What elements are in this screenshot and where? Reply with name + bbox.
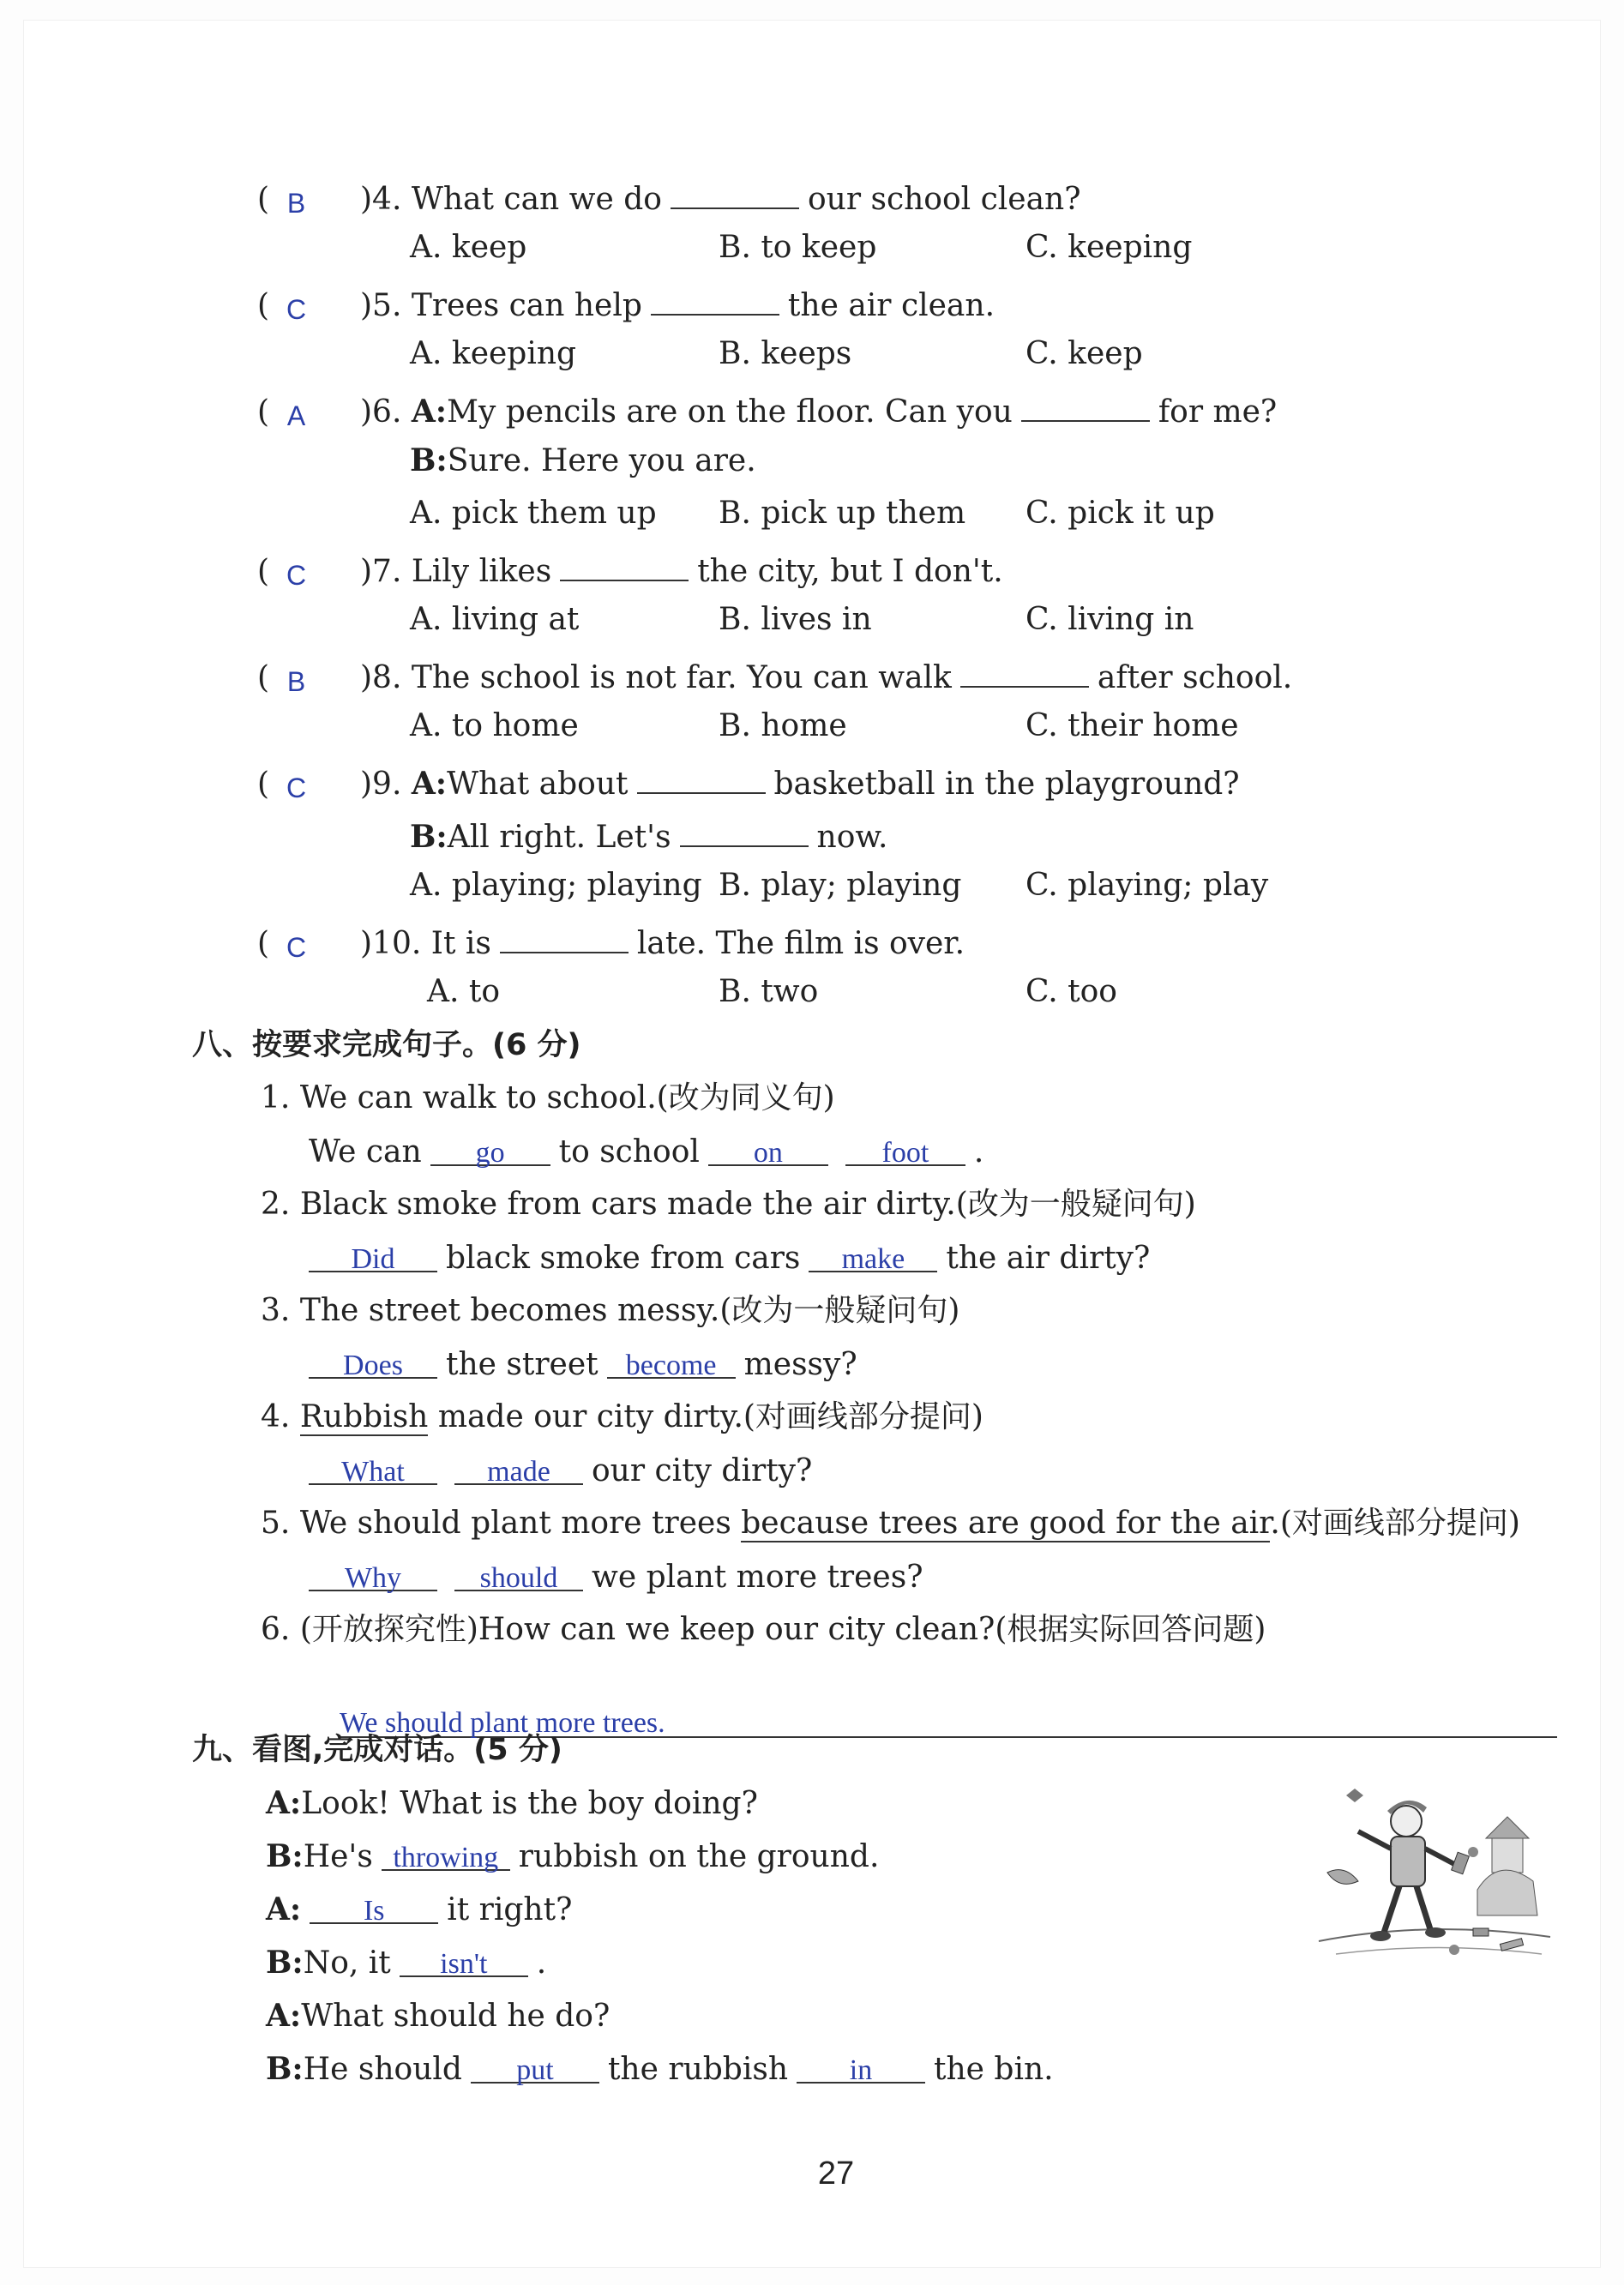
blank[interactable] [960, 653, 1089, 688]
answer-letter: A [286, 400, 306, 431]
blank[interactable] [1021, 388, 1150, 422]
blank[interactable] [651, 281, 779, 316]
answer-blank[interactable]: foot [845, 1132, 965, 1166]
option-c: C. playing; play [1026, 868, 1269, 903]
underlined-word: Rubbish [299, 1399, 429, 1434]
option-a: A. playing; playing [410, 868, 702, 903]
answer-blank[interactable]: throwing [382, 1837, 510, 1871]
boy-throwing-rubbish-illustration [1302, 1770, 1559, 1993]
underlined-phrase: because trees are good for the air [741, 1506, 1271, 1541]
blank[interactable] [560, 547, 689, 581]
option-b: B. keeps [719, 336, 852, 371]
question-9: ( C )9. A:What about basketball in the playground? [257, 760, 1240, 804]
section-9-title: 九、看图,完成对话。(5 分) [192, 1733, 562, 1767]
option-c: C. keeping [1026, 230, 1193, 265]
answer-letter: C [286, 773, 307, 803]
s8-q5-answer: Why should we plant more trees? [300, 1557, 923, 1597]
question-4: ( B )4. What can we do our school clean? [257, 175, 1081, 219]
s8-q4-answer: What made our city dirty? [300, 1451, 812, 1491]
option-a: A. keep [410, 230, 527, 265]
worksheet [24, 21, 1600, 2267]
question-5: ( C )5. Trees can help the air clean. [257, 281, 995, 326]
option-c: C. too [1026, 974, 1117, 1009]
answer-letter: C [286, 932, 307, 963]
answer-letter: C [286, 294, 307, 325]
answer-blank[interactable]: Did [309, 1238, 437, 1272]
answer-letter: B [286, 666, 306, 697]
answer-blank[interactable]: in [797, 2049, 925, 2084]
answer-letter: B [286, 188, 306, 219]
s8-q1: 1. We can walk to school.(改为同义句) [261, 1080, 835, 1115]
s8-q3-answer: Does the street become messy? [300, 1344, 857, 1385]
dialog-line-4: B:No, it isn't . [266, 1945, 547, 1981]
section-8-title: 八、按要求完成句子。(6 分) [192, 1028, 581, 1062]
option-b: B. home [719, 708, 847, 743]
option-a: A. living at [410, 602, 580, 637]
answer-blank[interactable]: put [471, 2049, 599, 2084]
option-b: B. pick up them [719, 496, 966, 531]
answer-blank[interactable]: made [454, 1451, 583, 1485]
s8-q5: 5. We should plant more trees because trees are good for the air.(对画线部分提问) [261, 1506, 1520, 1541]
question-10: ( C )10. It is late. The film is over. [257, 919, 965, 964]
blank[interactable] [680, 813, 809, 847]
s8-q3: 3. The street becomes messy.(改为一般疑问句) [261, 1293, 960, 1328]
option-c: C. their home [1026, 708, 1239, 743]
answer-blank[interactable]: What [309, 1451, 437, 1485]
answer-blank[interactable]: make [809, 1238, 937, 1272]
question-7: ( C )7. Lily likes the city, but I don't. [257, 547, 1003, 592]
s8-q6: 6. (开放探究性)How can we keep our city clean?(根据实际回答问题) [261, 1612, 1266, 1647]
blank[interactable] [500, 919, 629, 953]
answer-blank[interactable]: go [430, 1132, 550, 1166]
question-8: ( B )8. The school is not far. You can walk after school. [257, 653, 1292, 698]
option-b: B. to keep [719, 230, 877, 265]
option-a: A. keeping [410, 336, 577, 371]
dialog-line-3: A: Is it right? [266, 1891, 573, 1927]
answer-blank[interactable]: isn't [400, 1943, 528, 1977]
s8-q1-answer: We can go to school on foot . [309, 1132, 983, 1172]
answer-blank[interactable]: should [454, 1557, 583, 1591]
option-b: B. play; playing [719, 868, 962, 903]
option-a: A. pick them up [410, 496, 657, 531]
question-6-reply: B:Sure. Here you are. [410, 442, 756, 478]
answer-blank[interactable]: become [607, 1344, 736, 1379]
option-c: C. pick it up [1026, 496, 1215, 531]
option-c: C. keep [1026, 336, 1143, 371]
option-b: B. two [719, 974, 819, 1009]
question-6: ( A )6. A:My pencils are on the floor. Can you for me? [257, 388, 1277, 432]
page-number: 27 [817, 2156, 855, 2192]
answer-blank[interactable]: Is [310, 1890, 438, 1924]
s8-q2-answer: Did black smoke from cars make the air dirty? [300, 1238, 1150, 1278]
blank[interactable] [671, 175, 799, 209]
answer-blank[interactable]: Does [309, 1344, 437, 1379]
dialog-line-6: B:He should put the rubbish in the bin. [266, 2051, 1054, 2087]
option-a: A. to home [410, 708, 579, 743]
answer-letter: C [286, 560, 307, 591]
answer-blank[interactable]: Why [309, 1557, 437, 1591]
open-answer-line[interactable]: We should plant more trees. [340, 1697, 1557, 1738]
option-c: C. living in [1026, 602, 1194, 637]
blank[interactable] [637, 760, 766, 794]
dialog-line-2: B:He's throwing rubbish on the ground. [266, 1838, 880, 1874]
answer-blank[interactable]: on [708, 1132, 828, 1166]
s8-q2: 2. Black smoke from cars made the air dirty.(改为一般疑问句) [261, 1187, 1196, 1222]
dialog-line-1: A:Look! What is the boy doing? [266, 1785, 758, 1821]
question-9-reply: B:All right. Let's now. [410, 813, 887, 857]
s8-q4: 4. Rubbish made our city dirty.(对画线部分提问) [261, 1399, 983, 1434]
dialog-line-5: A:What should he do? [266, 1998, 611, 2034]
option-a: A. to [427, 974, 501, 1009]
option-b: B. lives in [719, 602, 872, 637]
